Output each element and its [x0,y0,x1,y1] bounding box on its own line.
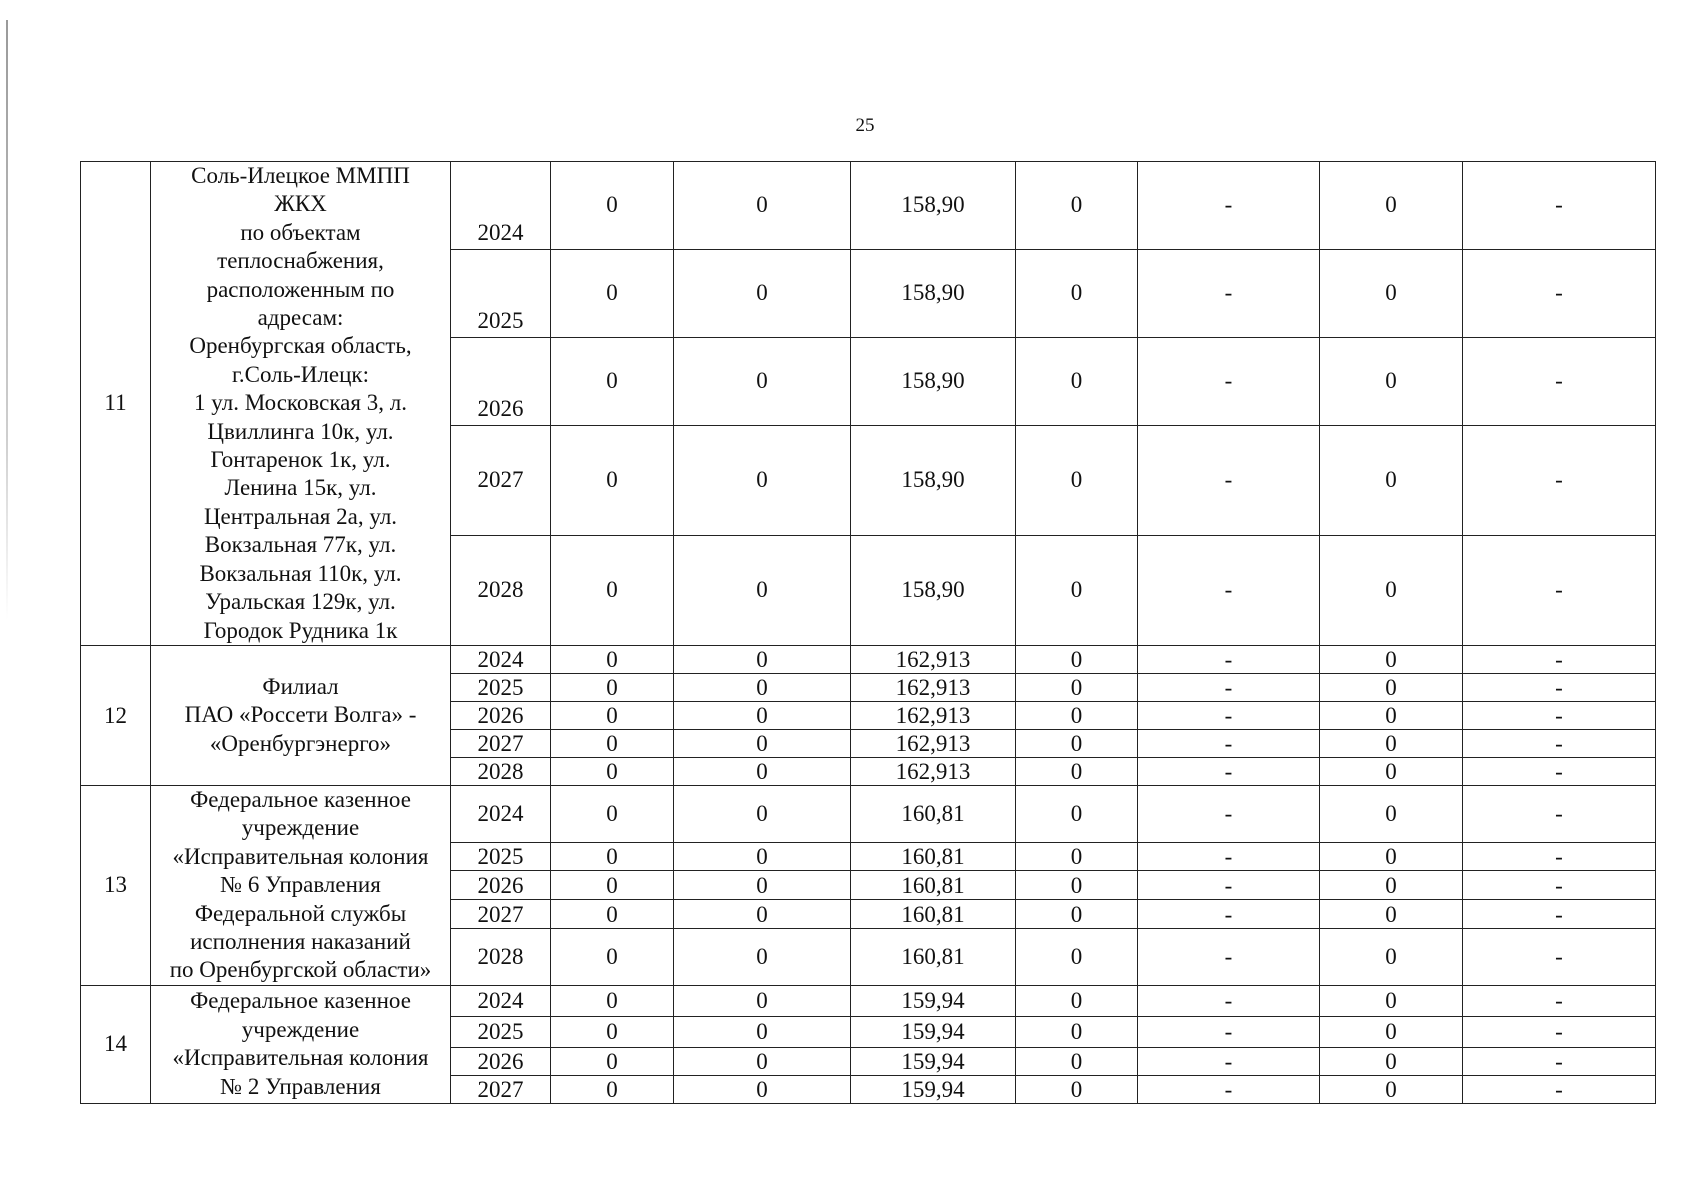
value-cell: 0 [1016,425,1138,535]
value-cell: 158,90 [851,425,1016,535]
value-cell: 160,81 [851,929,1016,986]
value-cell: 0 [551,425,674,535]
value-cell: 0 [1016,871,1138,900]
value-cell: 0 [1016,1047,1138,1075]
year-cell: 2027 [451,1075,551,1103]
value-cell: 0 [1320,985,1463,1016]
org-line: исполнения наказаний [190,928,411,954]
value-cell: - [1138,1047,1320,1075]
value-cell: - [1138,757,1320,785]
year-cell: 2024 [451,162,551,250]
value-cell: 0 [1320,1047,1463,1075]
value-cell: 159,94 [851,1016,1016,1047]
org-line: «Исправительная колония [172,1045,429,1071]
value-cell: 0 [551,842,674,871]
value-cell: 0 [551,729,674,757]
value-cell: 0 [674,1016,851,1047]
year-cell: 2027 [451,425,551,535]
value-cell: 0 [551,757,674,785]
org-line: учреждение [241,815,360,841]
value-cell: - [1138,249,1320,337]
value-cell: 0 [1016,929,1138,986]
org-line: Вокзальная 110к, ул. [199,560,402,586]
value-cell: - [1463,701,1656,729]
value-cell: 0 [1320,729,1463,757]
value-cell: 160,81 [851,842,1016,871]
value-cell: 0 [1320,425,1463,535]
value-cell: 0 [1320,842,1463,871]
value-cell: 0 [1016,645,1138,673]
value-cell: 0 [1016,757,1138,785]
value-cell: 0 [674,673,851,701]
scan-edge-line [6,20,8,620]
value-cell: 0 [551,871,674,900]
organization-cell [151,645,451,785]
value-cell: - [1138,535,1320,645]
value-cell: 0 [1016,701,1138,729]
value-cell: 0 [674,729,851,757]
value-cell: 0 [674,535,851,645]
value-cell: - [1463,425,1656,535]
value-cell: 0 [1016,729,1138,757]
org-line: Соль-Илецкое ММПП [191,163,410,188]
value-cell: 0 [1320,249,1463,337]
value-cell: 0 [674,871,851,900]
org-line: Центральная 2а, ул. [203,503,398,529]
row-number: 11 [81,162,151,646]
year-cell: 2026 [451,871,551,900]
value-cell: 0 [1320,337,1463,425]
year-cell: 2025 [451,1016,551,1047]
value-cell: - [1463,673,1656,701]
value-cell: 0 [674,842,851,871]
value-cell: - [1138,337,1320,425]
value-cell: - [1463,900,1656,929]
value-cell: - [1463,929,1656,986]
value-cell: 0 [674,929,851,986]
value-cell: - [1463,535,1656,645]
org-line: «Исправительная колония [172,843,429,869]
value-cell: 0 [674,645,851,673]
value-cell: 158,90 [851,535,1016,645]
org-line: Федеральной службы [194,900,407,926]
year-cell: 2026 [451,1047,551,1075]
org-line: расположенным по [206,276,395,302]
table-row [81,645,1656,673]
value-cell: 0 [1016,1016,1138,1047]
value-cell: 0 [1016,785,1138,842]
value-cell: 0 [674,337,851,425]
value-cell: 0 [1320,701,1463,729]
value-cell: 159,94 [851,1075,1016,1103]
org-line: «Оренбургэнерго» [209,730,392,756]
org-line: Федеральное казенное [190,786,411,812]
organization-cell [151,785,451,985]
tariff-table [80,161,1656,1104]
value-cell: - [1138,673,1320,701]
value-cell: 0 [551,645,674,673]
value-cell: 0 [551,337,674,425]
value-cell: 160,81 [851,900,1016,929]
value-cell: - [1463,645,1656,673]
value-cell: - [1138,701,1320,729]
value-cell: 0 [551,249,674,337]
value-cell: - [1138,785,1320,842]
value-cell: - [1463,757,1656,785]
value-cell: 0 [551,701,674,729]
value-cell: - [1463,729,1656,757]
organization-cell [151,985,451,1103]
value-cell: 0 [1016,337,1138,425]
value-cell: - [1138,929,1320,986]
year-cell: 2024 [451,785,551,842]
value-cell: 162,913 [851,729,1016,757]
year-cell: 2027 [451,900,551,929]
value-cell: 0 [674,1075,851,1103]
year-cell: 2027 [451,729,551,757]
value-cell: 159,94 [851,1047,1016,1075]
year-cell: 2025 [451,842,551,871]
org-line: по объектам [240,219,361,245]
org-line: Федеральное казенное [190,988,411,1014]
value-cell: 0 [1320,1016,1463,1047]
value-cell: 162,913 [851,701,1016,729]
value-cell: - [1463,249,1656,337]
org-line: г.Соль-Илецк: [232,361,369,387]
value-cell: - [1138,985,1320,1016]
org-line: Городок Рудника 1к [203,617,398,643]
org-line: по Оренбургской области» [169,957,432,983]
value-cell: - [1138,871,1320,900]
year-cell: 2026 [451,701,551,729]
value-cell: 0 [551,900,674,929]
value-cell: 0 [1320,162,1463,250]
year-cell: 2025 [451,249,551,337]
value-cell: 0 [551,1016,674,1047]
org-line: ПАО «Россети Волга» - [184,702,417,728]
value-cell: 0 [674,162,851,250]
row-number: 13 [81,785,151,985]
value-cell: 0 [1320,645,1463,673]
org-line: Вокзальная 77к, ул. [204,532,397,558]
value-cell: 0 [674,1047,851,1075]
value-cell: 0 [1016,535,1138,645]
value-cell: 158,90 [851,337,1016,425]
value-cell: - [1463,1047,1656,1075]
value-cell: 0 [674,900,851,929]
value-cell: 0 [1320,673,1463,701]
value-cell: 0 [674,785,851,842]
value-cell: 0 [674,249,851,337]
year-cell: 2028 [451,757,551,785]
value-cell: 0 [551,1047,674,1075]
value-cell: 0 [674,701,851,729]
value-cell: 159,94 [851,985,1016,1016]
value-cell: 0 [1320,929,1463,986]
row-number: 12 [81,645,151,785]
organization-cell [151,162,451,646]
value-cell: 0 [551,673,674,701]
value-cell: 0 [551,985,674,1016]
year-cell: 2028 [451,929,551,986]
value-cell: - [1463,871,1656,900]
value-cell: 0 [1320,535,1463,645]
value-cell: - [1463,1075,1656,1103]
table-row [81,162,1656,250]
value-cell: 0 [551,535,674,645]
value-cell: - [1463,842,1656,871]
value-cell: - [1463,785,1656,842]
value-cell: - [1138,162,1320,250]
value-cell: 0 [674,425,851,535]
value-cell: 0 [674,757,851,785]
value-cell: 0 [674,985,851,1016]
value-cell: - [1463,162,1656,250]
value-cell: - [1138,1075,1320,1103]
org-line: адресам: [257,305,344,331]
org-line: Гонтаренок 1к, ул. [210,447,391,473]
org-line: ЖКХ [274,191,327,217]
org-line: Филиал [262,673,339,699]
value-cell: 0 [1320,900,1463,929]
value-cell: 0 [1320,785,1463,842]
org-line: Уральская 129к, ул. [205,589,396,615]
value-cell: - [1138,900,1320,929]
value-cell: 0 [1016,900,1138,929]
value-cell: 160,81 [851,871,1016,900]
value-cell: 0 [1016,249,1138,337]
value-cell: 158,90 [851,162,1016,250]
org-line: № 6 Управления [220,872,381,898]
org-line: № 2 Управления [220,1073,381,1099]
value-cell: 0 [1016,673,1138,701]
value-cell: - [1138,1016,1320,1047]
value-cell: 0 [551,785,674,842]
value-cell: 0 [1016,985,1138,1016]
table-row [81,785,1656,842]
value-cell: 0 [551,1075,674,1103]
value-cell: - [1463,1016,1656,1047]
value-cell: 0 [1320,1075,1463,1103]
org-line: учреждение [241,1016,360,1042]
value-cell: 0 [1016,1075,1138,1103]
table-row [81,985,1656,1016]
row-number: 14 [81,985,151,1103]
value-cell: 0 [1016,842,1138,871]
year-cell: 2024 [451,985,551,1016]
value-cell: 162,913 [851,673,1016,701]
value-cell: 0 [551,162,674,250]
year-cell: 2024 [451,645,551,673]
page-number: 25 [855,115,875,136]
value-cell: - [1138,645,1320,673]
year-cell: 2026 [451,337,551,425]
year-cell: 2025 [451,673,551,701]
value-cell: 0 [551,929,674,986]
value-cell: 0 [1016,162,1138,250]
value-cell: - [1138,425,1320,535]
value-cell: - [1138,842,1320,871]
value-cell: 0 [1320,871,1463,900]
org-line: Оренбургская область, [189,333,412,359]
value-cell: 0 [1320,757,1463,785]
org-line: 1 ул. Московская 3, л. [194,390,407,416]
value-cell: - [1463,985,1656,1016]
value-cell: 158,90 [851,249,1016,337]
value-cell: - [1138,729,1320,757]
org-line: Ленина 15к, ул. [224,475,377,501]
org-line: теплоснабжения, [217,248,384,274]
year-cell: 2028 [451,535,551,645]
table-body [81,162,1656,1104]
value-cell: - [1463,337,1656,425]
value-cell: 160,81 [851,785,1016,842]
value-cell: 162,913 [851,645,1016,673]
value-cell: 162,913 [851,757,1016,785]
org-line: Цвиллинга 10к, ул. [207,418,394,444]
